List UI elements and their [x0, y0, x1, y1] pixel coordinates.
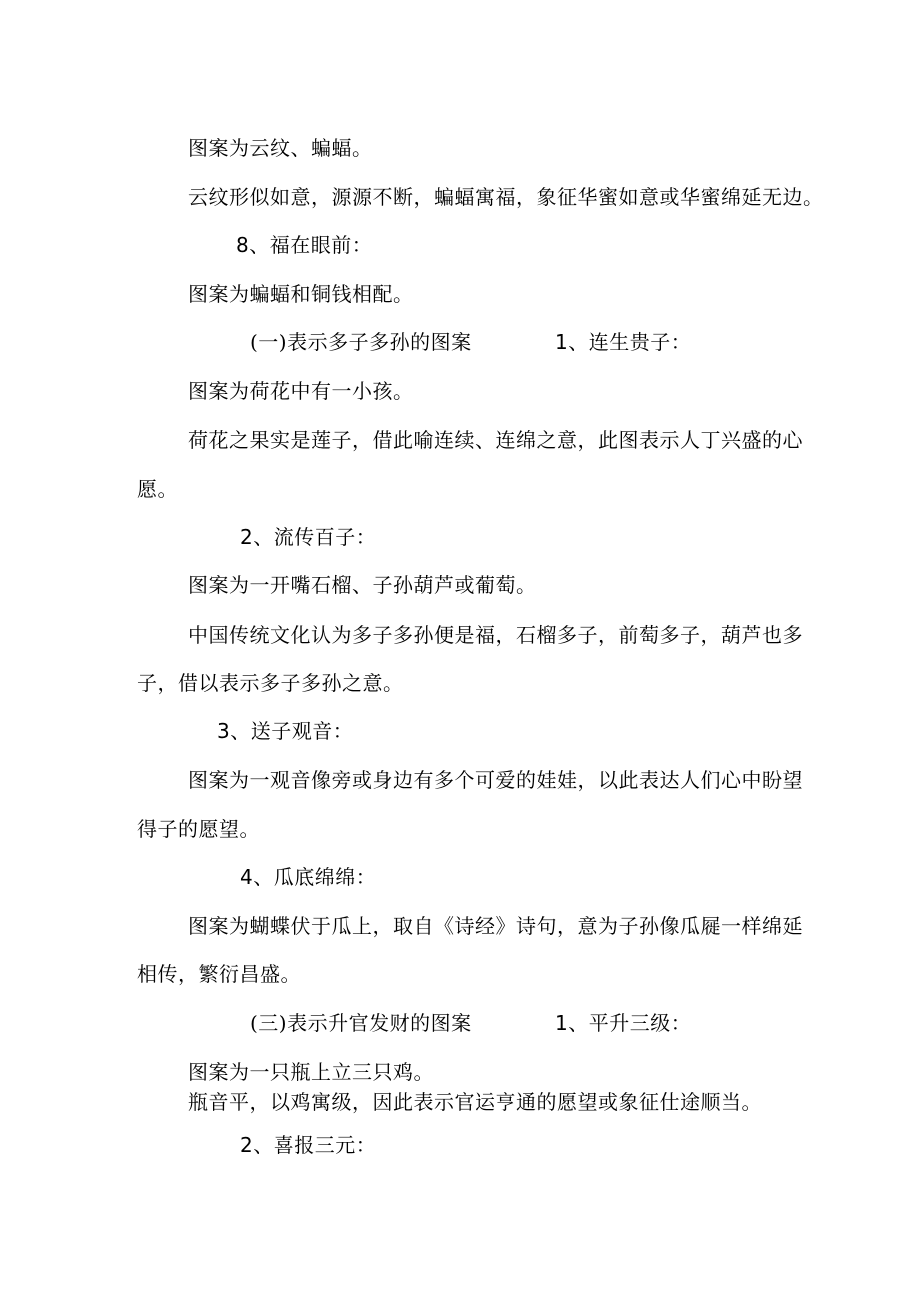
item-heading — [240, 864, 376, 890]
item-heading — [217, 718, 353, 744]
line-text: 图案为蝴蝶伏于瓜上，取自《诗经》诗句，意为子孙像瓜屣一样绵延 — [188, 914, 803, 938]
section-title: (一)表示多子多孙的图案 — [250, 330, 472, 354]
text-line — [137, 476, 178, 502]
text-line — [188, 135, 373, 161]
section-title: (三)表示升官发财的图案 — [250, 1011, 472, 1035]
text-line — [188, 1059, 434, 1085]
text-line — [137, 961, 301, 987]
line-text: 愿。 — [137, 477, 178, 501]
line-text: 相传，繁衍昌盛。 — [137, 962, 301, 986]
item-heading — [240, 1132, 376, 1158]
line-text: 图案为荷花中有一小孩。 — [188, 379, 414, 403]
line-text: 图案为云纹、蝙蝠。 — [188, 136, 373, 160]
item-number: 8 — [236, 233, 250, 257]
line-text: 图案为一观音像旁或身边有多个可爱的娃娃，以此表达人们心中盼望 — [188, 768, 803, 792]
line-text: 图案为蝙蝠和铜钱相配。 — [188, 282, 414, 306]
line-text: 、平升三级： — [568, 1011, 692, 1035]
item-heading — [555, 329, 691, 355]
line-text: 图案为一开嘴石榴、子孙葫芦或葡萄。 — [188, 573, 537, 597]
text-line — [188, 767, 803, 793]
item-number: 1 — [555, 1011, 569, 1035]
line-text: 、喜报三元： — [253, 1133, 377, 1157]
text-line — [188, 913, 803, 939]
line-text: 瓶音平，以鸡寓级，因此表示官运亨通的愿望或象征仕途顺当。 — [188, 1090, 762, 1114]
text-line — [188, 281, 414, 307]
line-text: 、连生贵子： — [568, 330, 692, 354]
line-text: 得子的愿望。 — [137, 817, 260, 841]
item-number: 2 — [240, 1133, 254, 1157]
text-line — [137, 816, 260, 842]
line-text: 云纹形似如意，源源不断，蝙蝠寓福，象征华蜜如意或华蜜绵延无边。 — [188, 185, 824, 209]
line-text: 、福在眼前： — [249, 233, 373, 257]
item-number: 1 — [555, 330, 569, 354]
text-line — [188, 622, 803, 648]
item-heading — [236, 232, 372, 258]
item-number: 3 — [217, 719, 231, 743]
line-text: 、瓜底绵绵： — [253, 865, 377, 889]
text-line — [188, 427, 803, 453]
item-heading — [555, 1010, 691, 1036]
line-text: 中国传统文化认为多子多孙便是福，石榴多子，前萄多子，葫芦也多 — [188, 623, 803, 647]
text-line — [188, 184, 824, 210]
line-text: 荷花之果实是莲子，借此喻连续、连绵之意，此图表示人丁兴盛的心 — [188, 428, 803, 452]
text-line — [188, 1089, 762, 1115]
item-number: 2 — [240, 525, 254, 549]
line-text: 、送子观音： — [230, 719, 354, 743]
item-heading — [240, 524, 376, 550]
text-line — [188, 572, 537, 598]
item-number: 4 — [240, 865, 254, 889]
section-heading — [250, 1010, 472, 1036]
text-line — [137, 670, 404, 696]
section-heading — [250, 329, 472, 355]
line-text: 图案为一只瓶上立三只鸡。 — [188, 1060, 434, 1084]
line-text: 子，借以表示多子多孙之意。 — [137, 671, 404, 695]
line-text: 、流传百子： — [253, 525, 377, 549]
text-line — [188, 378, 414, 404]
